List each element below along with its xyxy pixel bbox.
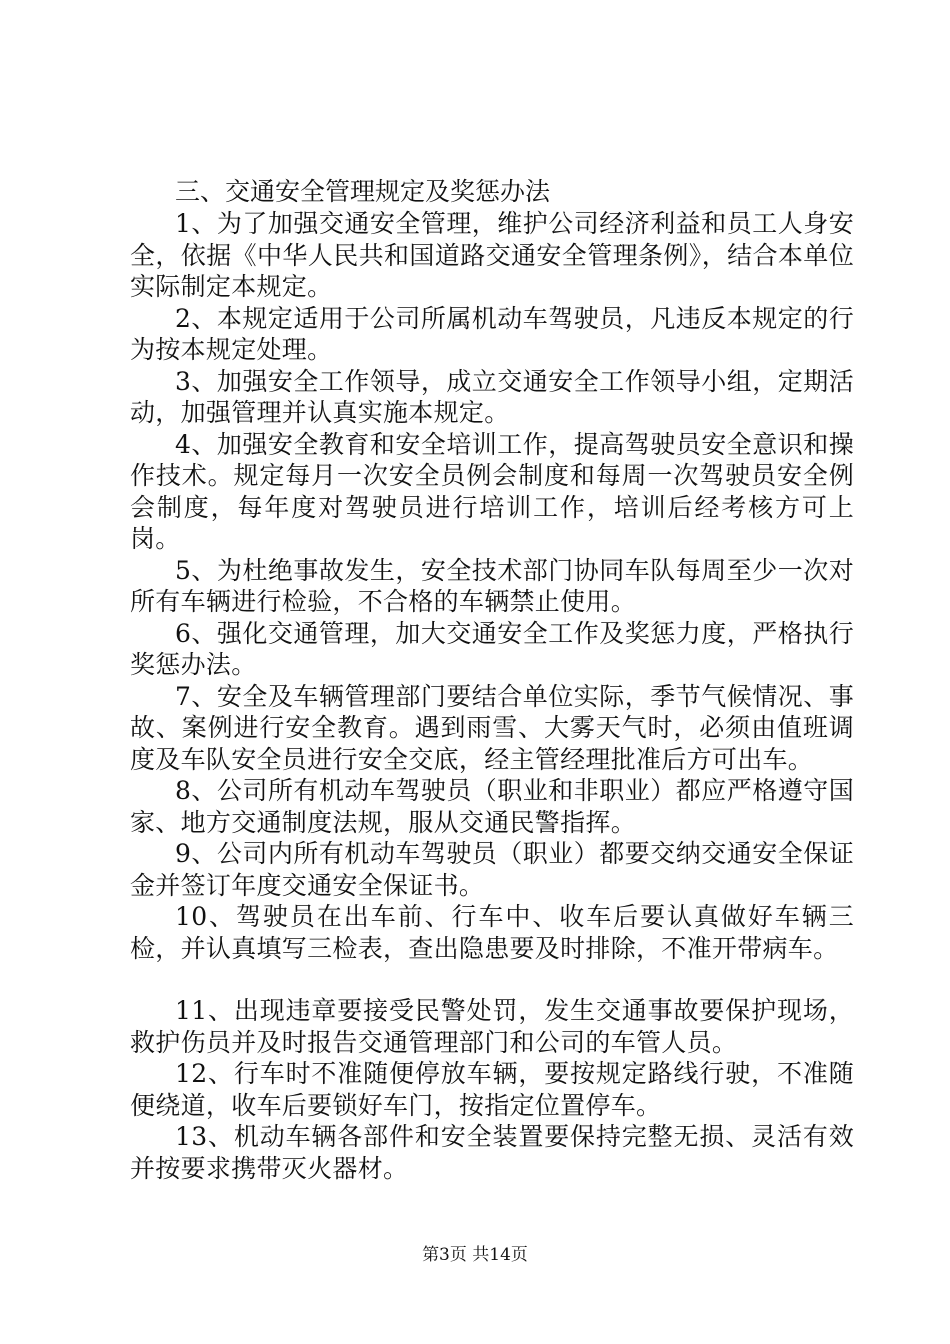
section-heading: 三、交通安全管理规定及奖惩办法 [175, 177, 551, 206]
paragraph-11: 11、出现违章要接受民警处罚，发生交通事故要保护现场，救护伤员并及时报告交通管理部门和公司的车管人员。 [130, 996, 854, 1057]
paragraph-9: 9、公司内所有机动车驾驶员（职业）都要交纳交通安全保证金并签订年度交通安全保证书。 [130, 839, 854, 900]
paragraph-1: 1、为了加强交通安全管理，维护公司经济利益和员工人身安全，依据《中华人民共和国道路交通安全管理条例》，结合本单位实际制定本规定。 [130, 209, 854, 301]
paragraph-4: 4、加强安全教育和安全培训工作，提高驾驶员安全意识和操作技术。规定每月一次安全员例会制度和每周一次驾驶员安全例会制度，每年度对驾驶员进行培训工作，培训后经考核方可上岗。 [130, 429, 854, 553]
paragraph-6: 6、强化交通管理，加大交通安全工作及奖惩力度，严格执行奖惩办法。 [130, 618, 854, 679]
paragraph-2: 2、本规定适用于公司所属机动车驾驶员，凡违反本规定的行为按本规定处理。 [130, 303, 854, 364]
paragraph-7: 7、安全及车辆管理部门要结合单位实际，季节气候情况、事故、案例进行安全教育。遇到雨雪、大雾天气时，必须由值班调度及车队安全员进行安全交底，经主管经理批准后方可出车。 [130, 681, 854, 774]
paragraph-8: 8、公司所有机动车驾驶员（职业和非职业）都应严格遵守国家、地方交通制度法规，服从交通民警指挥。 [130, 776, 854, 837]
paragraph-12: 12、行车时不准随便停放车辆，要按规定路线行驶，不准随便绕道，收车后要锁好车门，按指定位置停车。 [130, 1059, 854, 1120]
paragraph-13: 13、机动车辆各部件和安全装置要保持完整无损、灵活有效并按要求携带灭火器材。 [130, 1122, 854, 1183]
page-footer: 第3页 共14页 [422, 1245, 528, 1265]
paragraph-5: 5、为杜绝事故发生，安全技术部门协同车队每周至少一次对所有车辆进行检验，不合格的车辆禁止使用。 [130, 555, 854, 616]
body-text [130, 208, 854, 1184]
paragraph-10: 10、驾驶员在出车前、行车中、收车后要认真做好车辆三检，并认真填写三检表，查出隐患要及时排除，不准开带病车。 [130, 902, 854, 963]
paragraph-3: 3、加强安全工作领导，成立交通安全工作领导小组，定期活动，加强管理并认真实施本规定。 [130, 366, 854, 427]
